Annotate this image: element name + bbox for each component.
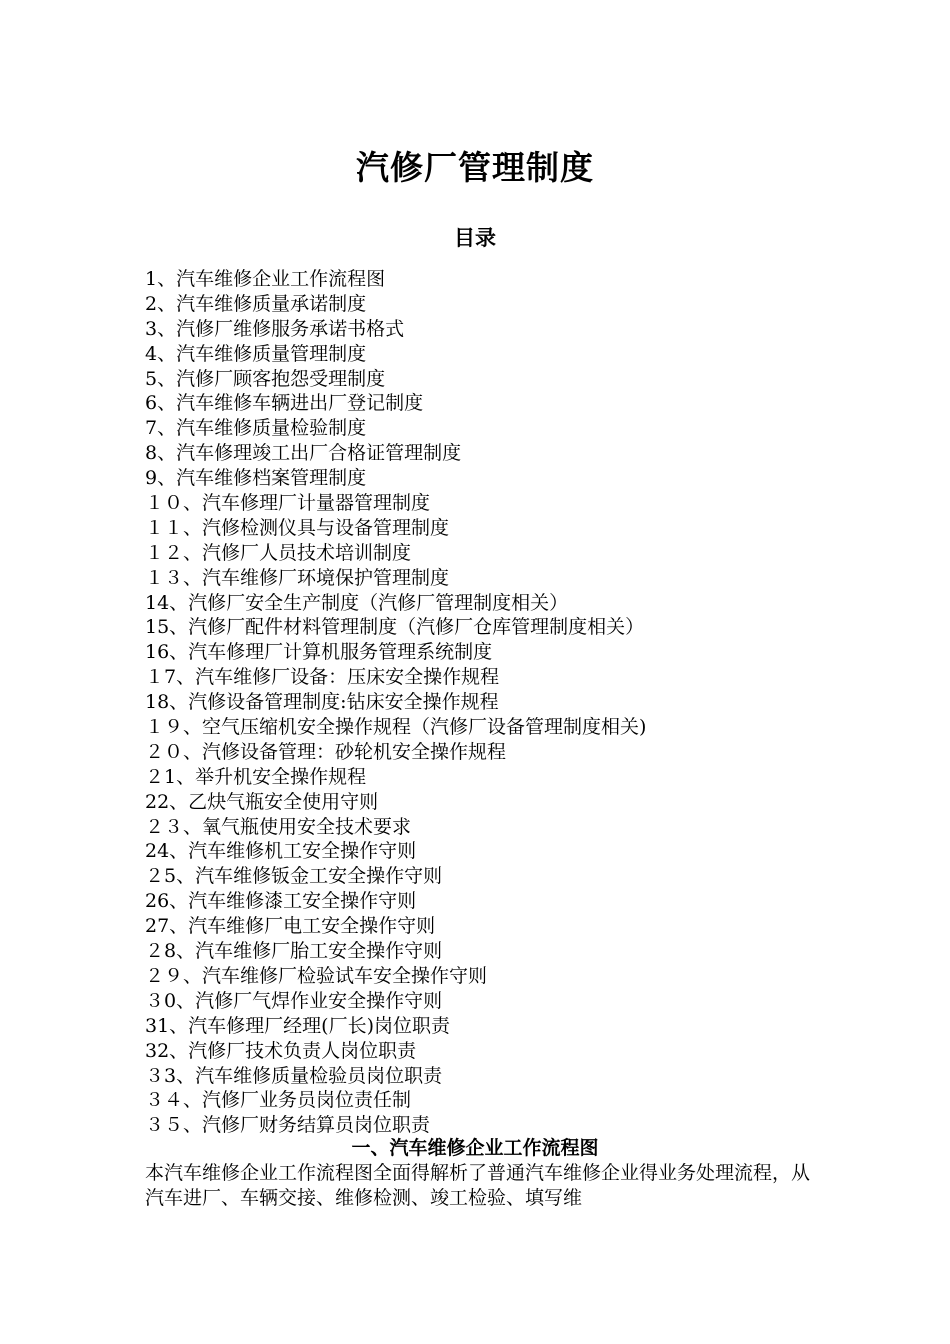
- toc-item: ２8、汽车维修厂胎工安全操作守则: [145, 940, 443, 963]
- toc-item: １１、汽修检测仪具与设备管理制度: [145, 516, 450, 539]
- toc-item: 26、汽车维修漆工安全操作守则: [145, 890, 417, 913]
- toc-item: 5、汽修厂顾客抱怨受理制度: [145, 367, 386, 390]
- toc-item: 32、汽修厂技术负责人岗位职责: [145, 1039, 417, 1062]
- toc-item: ２5、汽车维修钣金工安全操作守则: [145, 865, 443, 888]
- toc-item: 18、汽修设备管理制度:钻床安全操作规程: [145, 691, 499, 714]
- toc-item: ２1、举升机安全操作规程: [145, 765, 367, 788]
- toc-item: １7、汽车维修厂设备：压床安全操作规程: [145, 666, 500, 689]
- toc-item: ２３、氧气瓶使用安全技术要求: [145, 815, 412, 838]
- toc-item: 31、汽车修理厂经理(厂长)岗位职责: [145, 1014, 451, 1037]
- toc-item: 15、汽修厂配件材料管理制度（汽修厂仓库管理制度相关）: [145, 616, 645, 639]
- toc-item: 1、汽车维修企业工作流程图: [145, 268, 386, 290]
- toc-item: 27、汽车维修厂电工安全操作守则: [145, 915, 436, 938]
- section-body-text: 本汽车维修企业工作流程图全面得解析了普通汽车维修企业得业务处理流程，从汽车进厂、车辆交接、维修检测、竣工检验、填写维: [145, 1162, 811, 1209]
- toc-item: 6、汽车维修车辆进出厂登记制度: [145, 392, 424, 415]
- toc-item: １３、汽车维修厂环境保护管理制度: [145, 566, 450, 589]
- toc-item: 3、汽修厂维修服务承诺书格式: [145, 317, 405, 340]
- toc-item: 8、汽车修理竣工出厂合格证管理制度: [145, 442, 462, 465]
- toc-item: ３0、汽修厂气焊作业安全操作守则: [145, 989, 443, 1012]
- toc-item: ３４、汽修厂业务员岗位责任制: [145, 1089, 412, 1112]
- toc-item: 16、汽车修理厂计算机服务管理系统制度: [145, 641, 493, 664]
- toc-item: １２、汽修厂人员技术培训制度: [145, 541, 412, 564]
- toc-item: １９、空气压缩机安全操作规程（汽修厂设备管理制度相关): [145, 716, 647, 739]
- toc-heading: 目录: [454, 226, 496, 250]
- table-of-contents: [145, 267, 845, 1138]
- toc-item: 22、乙炔气瓶安全使用守则: [145, 790, 379, 813]
- toc-item: 24、汽车维修机工安全操作守则: [145, 840, 417, 863]
- toc-item: 9、汽车维修档案管理制度: [145, 467, 367, 490]
- toc-item: 4、汽车维修质量管理制度: [145, 342, 367, 365]
- toc-item: ２０、汽修设备管理：砂轮机安全操作规程: [145, 740, 507, 763]
- toc-item: ２９、汽车维修厂检验试车安全操作守则: [145, 964, 488, 987]
- toc-item: 7、汽车维修质量检验制度: [145, 417, 367, 440]
- document-title: 汽修厂管理制度: [356, 148, 594, 187]
- toc-item: ３５、汽修厂财务结算员岗位职责: [145, 1114, 431, 1137]
- toc-item: 14、汽修厂安全生产制度（汽修厂管理制度相关）: [145, 591, 569, 614]
- toc-item: ３3、汽车维修质量检验员岗位职责: [145, 1064, 443, 1087]
- toc-item: １０、汽车修理厂计量器管理制度: [145, 492, 431, 515]
- toc-item: 2、汽车维修质量承诺制度: [145, 292, 367, 315]
- section-heading: 一、汽车维修企业工作流程图: [351, 1137, 599, 1159]
